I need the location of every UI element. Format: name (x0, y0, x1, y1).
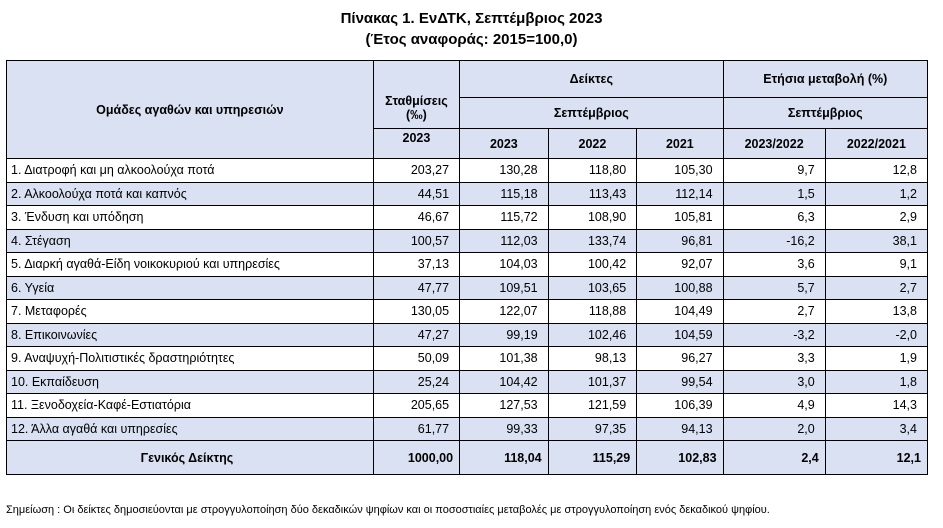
total-label: Γενικός Δείκτης (7, 441, 374, 475)
row-change-2022-2021: 2,9 (825, 206, 927, 230)
table-row (7, 159, 928, 183)
row-change-2023-2022: 9,7 (723, 159, 825, 183)
indices-month-header: Σεπτέμβριος (460, 98, 723, 129)
row-index-2023: 99,33 (460, 417, 549, 441)
total-index-2022: 115,29 (548, 441, 637, 475)
row-index-2023: 115,72 (460, 206, 549, 230)
row-index-2023: 130,28 (460, 159, 549, 183)
row-index-2023: 104,42 (460, 370, 549, 394)
row-index-2023: 112,03 (460, 229, 549, 253)
total-weight: 1000,00 (373, 441, 459, 475)
row-index-2022: 101,37 (548, 370, 637, 394)
index-2022-header: 2022 (548, 129, 637, 159)
table-row (7, 347, 928, 371)
row-change-2023-2022: -16,2 (723, 229, 825, 253)
row-index-2023: 122,07 (460, 300, 549, 324)
row-index-2021: 96,27 (637, 347, 723, 371)
row-label: 4. Στέγαση (7, 229, 374, 253)
row-label: 11. Ξενοδοχεία-Καφέ-Εστιατόρια (7, 394, 374, 418)
row-label: 8. Επικοινωνίες (7, 323, 374, 347)
row-weight: 130,05 (373, 300, 459, 324)
weights-year-header: 2023 (373, 129, 459, 159)
row-index-2021: 99,54 (637, 370, 723, 394)
table-row (7, 206, 928, 230)
table-row (7, 417, 928, 441)
row-index-2022: 108,90 (548, 206, 637, 230)
row-change-2022-2021: 14,3 (825, 394, 927, 418)
row-index-2022: 100,42 (548, 253, 637, 277)
table-subtitle: (Έτος αναφοράς: 2015=100,0) (365, 31, 578, 48)
annual-month-header: Σεπτέμβριος (723, 98, 927, 129)
row-index-2021: 96,81 (637, 229, 723, 253)
total-row (7, 441, 928, 475)
row-change-2023-2022: -3,2 (723, 323, 825, 347)
row-index-2022: 118,80 (548, 159, 637, 183)
row-index-2021: 106,39 (637, 394, 723, 418)
row-index-2022: 118,88 (548, 300, 637, 324)
row-weight: 37,13 (373, 253, 459, 277)
row-index-2021: 105,30 (637, 159, 723, 183)
row-change-2023-2022: 4,9 (723, 394, 825, 418)
row-weight: 61,77 (373, 417, 459, 441)
row-change-2023-2022: 2,7 (723, 300, 825, 324)
row-change-2022-2021: 1,8 (825, 370, 927, 394)
weights-header: Σταθμίσεις (‰) (373, 61, 459, 129)
row-change-2023-2022: 6,3 (723, 206, 825, 230)
row-weight: 50,09 (373, 347, 459, 371)
total-index-2021: 102,83 (637, 441, 723, 475)
table-row (7, 182, 928, 206)
row-change-2022-2021: 38,1 (825, 229, 927, 253)
row-label: 12. Άλλα αγαθά και υπηρεσίες (7, 417, 374, 441)
row-index-2022: 113,43 (548, 182, 637, 206)
table-row (7, 253, 928, 277)
row-weight: 44,51 (373, 182, 459, 206)
row-index-2021: 112,14 (637, 182, 723, 206)
row-index-2021: 104,49 (637, 300, 723, 324)
row-index-2021: 105,81 (637, 206, 723, 230)
index-2021-header: 2021 (637, 129, 723, 159)
row-index-2023: 127,53 (460, 394, 549, 418)
row-index-2023: 101,38 (460, 347, 549, 371)
groups-header: Ομάδες αγαθών και υπηρεσιών (7, 61, 374, 159)
table-row (7, 229, 928, 253)
row-label: 1. Διατροφή και μη αλκοολούχα ποτά (7, 159, 374, 183)
row-index-2022: 121,59 (548, 394, 637, 418)
change-2022-2021-header: 2022/2021 (825, 129, 927, 159)
row-index-2022: 102,46 (548, 323, 637, 347)
table-body (7, 159, 928, 441)
total-change-2022-2021: 12,1 (825, 441, 927, 475)
row-change-2023-2022: 3,3 (723, 347, 825, 371)
table-row (7, 323, 928, 347)
row-index-2022: 133,74 (548, 229, 637, 253)
row-weight: 100,57 (373, 229, 459, 253)
row-change-2023-2022: 3,0 (723, 370, 825, 394)
change-2023-2022-header: 2023/2022 (723, 129, 825, 159)
cpi-table (6, 60, 928, 475)
row-weight: 47,77 (373, 276, 459, 300)
row-change-2023-2022: 5,7 (723, 276, 825, 300)
row-weight: 205,65 (373, 394, 459, 418)
table-row (7, 276, 928, 300)
row-change-2022-2021: 1,2 (825, 182, 927, 206)
row-index-2021: 92,07 (637, 253, 723, 277)
row-change-2022-2021: 9,1 (825, 253, 927, 277)
row-label: 10. Εκπαίδευση (7, 370, 374, 394)
row-index-2022: 98,13 (548, 347, 637, 371)
total-index-2023: 118,04 (460, 441, 549, 475)
row-index-2021: 104,59 (637, 323, 723, 347)
row-change-2022-2021: 12,8 (825, 159, 927, 183)
row-label: 3. Ένδυση και υπόδηση (7, 206, 374, 230)
row-change-2022-2021: 2,7 (825, 276, 927, 300)
row-change-2023-2022: 1,5 (723, 182, 825, 206)
row-index-2021: 100,88 (637, 276, 723, 300)
row-change-2023-2022: 3,6 (723, 253, 825, 277)
row-index-2023: 99,19 (460, 323, 549, 347)
row-weight: 47,27 (373, 323, 459, 347)
row-index-2022: 103,65 (548, 276, 637, 300)
indices-header: Δείκτες (460, 61, 723, 98)
table-title: Πίνακας 1. ΕνΔΤΚ, Σεπτέμβριος 2023 (340, 10, 603, 27)
row-index-2022: 97,35 (548, 417, 637, 441)
row-index-2023: 115,18 (460, 182, 549, 206)
row-weight: 46,67 (373, 206, 459, 230)
annual-change-header: Ετήσια μεταβολή (%) (723, 61, 927, 98)
row-label: 5. Διαρκή αγαθά-Είδη νοικοκυριού και υπηρεσίες (7, 253, 374, 277)
row-weight: 25,24 (373, 370, 459, 394)
index-2023-header: 2023 (460, 129, 549, 159)
row-weight: 203,27 (373, 159, 459, 183)
table-row (7, 300, 928, 324)
row-index-2023: 104,03 (460, 253, 549, 277)
row-change-2022-2021: 1,9 (825, 347, 927, 371)
row-label: 7. Μεταφορές (7, 300, 374, 324)
table-row (7, 394, 928, 418)
row-label: 2. Αλκοολούχα ποτά και καπνός (7, 182, 374, 206)
row-change-2022-2021: 3,4 (825, 417, 927, 441)
row-index-2023: 109,51 (460, 276, 549, 300)
table-row (7, 370, 928, 394)
row-change-2022-2021: 13,8 (825, 300, 927, 324)
row-change-2022-2021: -2,0 (825, 323, 927, 347)
row-label: 9. Αναψυχή-Πολιτιστικές δραστηριότητες (7, 347, 374, 371)
row-index-2021: 94,13 (637, 417, 723, 441)
total-change-2023-2022: 2,4 (723, 441, 825, 475)
footnote: Σημείωση : Οι δείκτες δημοσιεύονται με στρογγυλοποίηση δύο δεκαδικών ψηφίων και οι ποσοστιαίες μεταβολές με στρογγυλοποίηση ενός δεκαδικού ψηφίου. (6, 504, 770, 516)
row-label: 6. Υγεία (7, 276, 374, 300)
row-change-2023-2022: 2,0 (723, 417, 825, 441)
